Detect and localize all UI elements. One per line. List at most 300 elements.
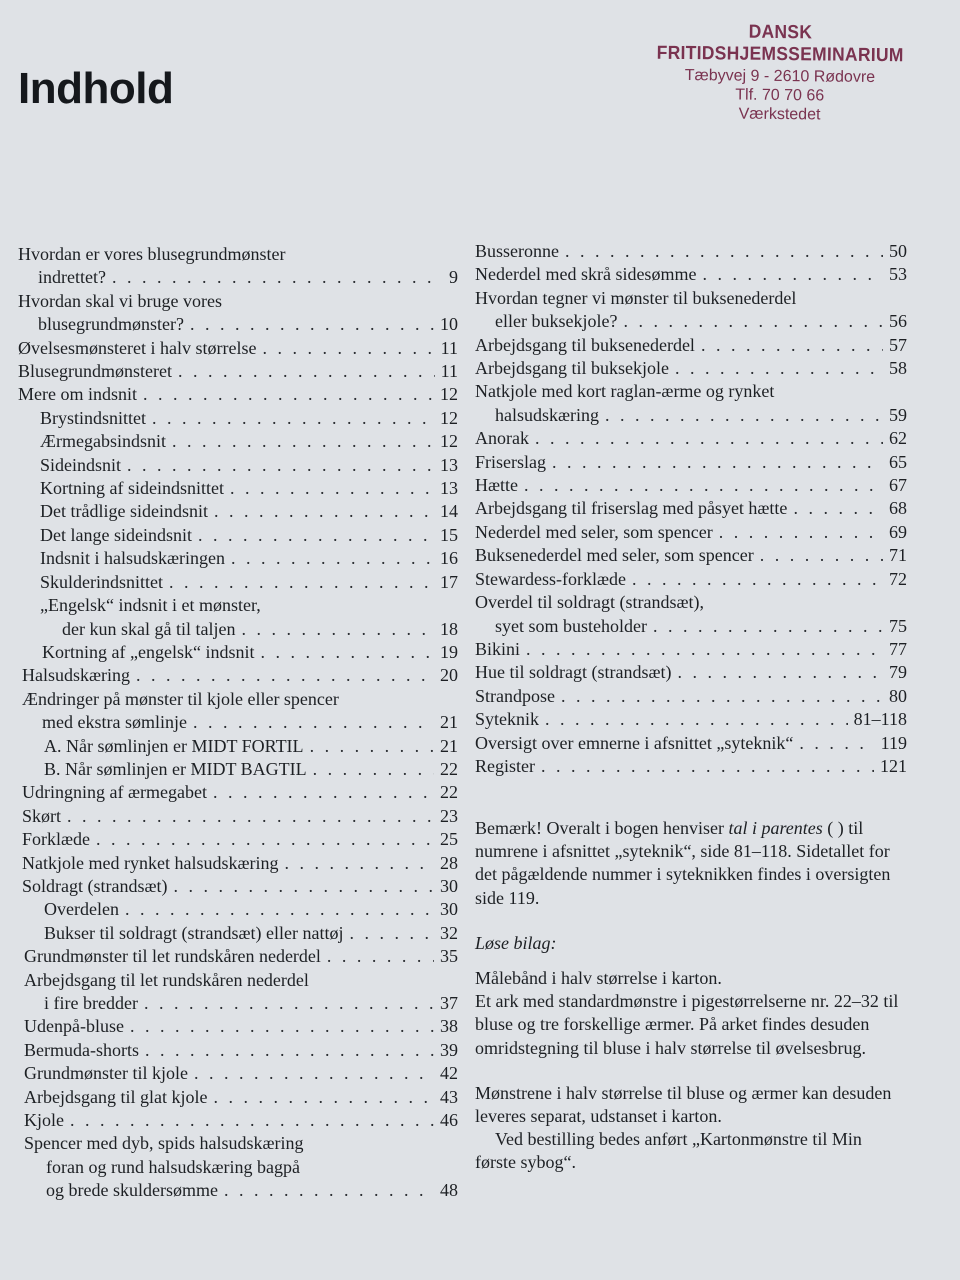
toc-entry	[475, 521, 907, 544]
toc-entry	[475, 661, 907, 684]
dot-leader	[190, 313, 434, 336]
spacer	[475, 1060, 907, 1082]
toc-entry-row	[18, 477, 458, 500]
toc-entry-page-number: 46	[440, 1110, 458, 1131]
toc-entry-title: Grundmønster til kjole	[24, 1063, 188, 1084]
toc-entry-page-number: 16	[440, 548, 458, 569]
dot-leader	[653, 615, 883, 638]
toc-entry-page-number: 23	[440, 805, 458, 826]
toc-entry-row	[475, 334, 907, 357]
toc-entry-title-line: „Engelsk“ indsnit i et mønster,	[40, 595, 261, 616]
toc-entry-title: Sideindsnit	[40, 454, 122, 475]
toc-entry-title: Skulderindsnittet	[40, 571, 163, 592]
toc-entry	[18, 407, 458, 430]
toc-entry-row	[475, 615, 907, 638]
toc-entry-row	[475, 357, 907, 380]
dot-leader	[193, 711, 434, 734]
toc-entry	[18, 1062, 458, 1085]
dot-leader	[310, 735, 434, 758]
toc-entry-title-line: Arbejdsgang til let rundskåren nederdel	[24, 969, 309, 990]
toc-entry-title: Anorak	[475, 428, 529, 449]
toc-entry-row	[18, 711, 458, 734]
toc-entry-page-number: 12	[440, 431, 458, 452]
toc-entry-page-number: 80	[889, 685, 907, 706]
spacer	[475, 910, 907, 932]
toc-entry	[18, 360, 458, 383]
toc-entry-row	[18, 1015, 458, 1038]
toc-entry	[475, 334, 907, 357]
dot-leader	[169, 571, 434, 594]
toc-entry-title: Det lange sideindsnit	[40, 524, 192, 545]
toc-entry-page-number: 20	[440, 665, 458, 686]
toc-entry-row	[18, 735, 458, 758]
toc-entry-row	[475, 685, 907, 708]
page-title: Indhold	[18, 64, 174, 113]
dot-leader	[262, 337, 434, 360]
toc-entry	[475, 287, 907, 334]
toc-entry	[475, 240, 907, 263]
toc-entry-row	[475, 451, 907, 474]
toc-entry-page-number: 25	[440, 829, 458, 850]
toc-entry	[18, 500, 458, 523]
toc-entry-row	[18, 875, 458, 898]
dot-leader	[701, 334, 883, 357]
dot-leader	[194, 1062, 434, 1085]
dot-leader	[230, 477, 434, 500]
toc-entry-page-number: 67	[889, 475, 907, 496]
dot-leader	[313, 758, 434, 781]
toc-entry-page-number: 11	[440, 361, 458, 382]
toc-entry	[18, 524, 458, 547]
dot-leader	[541, 755, 874, 778]
toc-entry-row	[18, 383, 458, 406]
toc-entry-row	[475, 661, 907, 684]
toc-entry-row	[475, 732, 907, 755]
toc-entry-row	[18, 922, 458, 945]
toc-entry-title: Ærmegabsindsnit	[40, 431, 166, 452]
toc-entry-title: Udenpå-bluse	[24, 1016, 124, 1037]
toc-entry-row	[18, 852, 458, 875]
toc-entry-page-number: 13	[440, 454, 458, 475]
dot-leader	[623, 310, 883, 333]
toc-entry-row	[18, 524, 458, 547]
toc-entry-page-number: 65	[889, 451, 907, 472]
toc-entry	[475, 427, 907, 450]
toc-entry	[18, 594, 458, 641]
toc-entry	[18, 1015, 458, 1038]
toc-entry-title: der kun skal gå til taljen	[62, 618, 236, 639]
toc-entry-title: Forklæde	[22, 829, 91, 850]
dot-leader	[702, 263, 883, 286]
toc-entry-page-number: 28	[440, 852, 458, 873]
toc-entry	[18, 1109, 458, 1132]
toc-entry	[475, 263, 907, 286]
toc-entry	[18, 430, 458, 453]
note-paragraph	[475, 817, 907, 910]
toc-entry-row	[18, 664, 458, 687]
toc-entry-page-number: 19	[440, 641, 458, 662]
toc-entry-title: Hætte	[475, 475, 518, 496]
toc-entry-title: Blusegrundmønsteret	[18, 361, 172, 382]
toc-entry-title: Brystindsnittet	[40, 407, 147, 428]
toc-entry	[18, 1039, 458, 1062]
toc-entry-row	[475, 427, 907, 450]
dot-leader	[127, 454, 434, 477]
toc-entry-row	[18, 360, 458, 383]
toc-entry	[18, 1132, 458, 1202]
toc-entry-page-number: 39	[440, 1039, 458, 1060]
toc-entry-title: Soldragt (strandsæt)	[22, 875, 168, 896]
toc-entry-row	[18, 898, 458, 921]
toc-entry-row	[18, 1086, 458, 1109]
loose-item-2: Et ark med standardmønstre i pigestørrelserne nr. 22–32 til bluse og tre forskellige ærmer. På arket findes desuden omridstegning til bluse i halv størrelse til øvelsesbrug.	[475, 991, 899, 1058]
toc-entry-page-number: 69	[889, 521, 907, 542]
toc-entry	[18, 828, 458, 851]
toc-entry	[475, 357, 907, 380]
toc-entry-title: halsudskæring	[495, 404, 600, 425]
toc-entry-page-number: 43	[440, 1086, 458, 1107]
toc-entry-title: Udringning af ærmegabet	[22, 782, 207, 803]
toc-entry	[18, 571, 458, 594]
toc-entry	[18, 477, 458, 500]
dot-leader	[677, 661, 883, 684]
toc-entry-row	[475, 521, 907, 544]
toc-entry-row	[475, 474, 907, 497]
toc-entry-page-number: 13	[440, 478, 458, 499]
toc-entry-title: Bermuda-shorts	[24, 1039, 139, 1060]
toc-entry-title: i fire bredder	[44, 993, 138, 1013]
toc-entry	[18, 898, 458, 921]
toc-entry-page-number: 15	[440, 524, 458, 545]
dot-leader	[231, 547, 434, 570]
toc-entry-title: Øvelsesmønsteret i halv størrelse	[18, 337, 257, 358]
toc-entry	[475, 591, 907, 638]
toc-entry	[18, 1086, 458, 1109]
toc-entry-row	[18, 641, 458, 664]
toc-entry-title: Stewardess-forklæde	[475, 568, 626, 589]
toc-left-column	[18, 243, 458, 1203]
toc-entry-title: Nederdel med seler, som spencer	[475, 521, 713, 542]
dot-leader	[760, 544, 883, 567]
toc-entry	[18, 969, 458, 1016]
note-lead: Bemærk! Overalt i bogen henviser	[475, 818, 729, 838]
toc-entry	[18, 454, 458, 477]
toc-entry-title: med ekstra sømlinje	[42, 712, 187, 733]
stamp-line-4: Værkstedet	[738, 105, 821, 124]
toc-entry-title: Arbejdsgang til buksenederdel	[475, 334, 695, 355]
toc-entry-title: Buksenederdel med seler, som spencer	[475, 545, 754, 566]
toc-entry-row	[475, 544, 907, 567]
toc-entry-title: Busseronne	[475, 241, 559, 261]
toc-entry	[18, 758, 458, 781]
toc-entry	[475, 497, 907, 520]
toc-entry-row	[18, 781, 458, 804]
dot-leader	[284, 852, 434, 875]
dot-leader	[526, 638, 883, 661]
toc-entry-title: Indsnit i halsudskæringen	[40, 548, 225, 569]
toc-entry-title: blusegrundmønster?	[38, 314, 184, 335]
toc-entry-page-number: 18	[440, 618, 458, 639]
toc-entry-row	[475, 404, 907, 427]
toc-entry	[475, 451, 907, 474]
toc-entry-page-number: 56	[889, 311, 907, 332]
toc-entry-title-line: foran og rund halsudskæring bagpå	[46, 1156, 300, 1177]
toc-right-column	[475, 240, 907, 778]
toc-entry-page-number: 22	[440, 758, 458, 779]
dot-leader	[172, 430, 434, 453]
toc-entry-row	[18, 828, 458, 851]
toc-entry-page-number: 72	[889, 568, 907, 589]
dot-leader	[145, 1039, 434, 1062]
toc-entry-title-line: Hvordan er vores blusegrundmønster	[18, 244, 286, 264]
toc-entry-row	[475, 310, 907, 333]
toc-entry-row	[475, 708, 907, 731]
toc-entry-page-number: 68	[889, 498, 907, 519]
toc-entry-title-line: Spencer med dyb, spids halsudskæring	[24, 1133, 304, 1154]
toc-entry-title: Nederdel med skrå sidesømme	[475, 264, 697, 285]
toc-entry-page-number: 35	[440, 946, 458, 967]
toc-entry	[18, 383, 458, 406]
dot-leader	[561, 685, 883, 708]
toc-entry-title-line: Ændringer på mønster til kjole eller spencer	[22, 688, 339, 709]
toc-entry	[18, 735, 458, 758]
toc-entry-title: Halsudskæring	[22, 665, 130, 686]
dot-leader	[552, 451, 883, 474]
toc-entry	[475, 708, 907, 731]
toc-entry-title: B. Når sømlinjen er MIDT BAGTIL	[44, 758, 307, 779]
toc-entry	[18, 243, 458, 290]
toc-entry-page-number: 21	[440, 735, 458, 756]
dot-leader	[214, 500, 434, 523]
toc-entry-row	[18, 500, 458, 523]
toc-entry	[475, 568, 907, 591]
toc-entry	[475, 732, 907, 755]
toc-entry	[18, 875, 458, 898]
dot-leader	[178, 360, 435, 383]
dot-leader	[130, 1015, 434, 1038]
dot-leader	[793, 497, 883, 520]
toc-entry-title-line: Hvordan tegner vi mønster til buksenederdel	[475, 287, 797, 308]
dot-leader	[349, 922, 434, 945]
toc-entry-row	[18, 1062, 458, 1085]
toc-entry-title: Bikini	[475, 638, 521, 659]
dot-leader	[144, 992, 434, 1015]
toc-entry	[18, 852, 458, 875]
toc-entry-page-number: 53	[889, 264, 907, 285]
dot-leader	[213, 781, 434, 804]
toc-entry-row	[18, 407, 458, 430]
toc-entry-title: A. Når sømlinjen er MIDT FORTIL	[44, 735, 304, 756]
stamp-line-3: Tlf. 70 70 66	[735, 86, 825, 105]
toc-entry	[18, 805, 458, 828]
toc-entry-title: Arbejdsgang til friserslag med påsyet hætte	[475, 498, 788, 519]
toc-entry	[475, 638, 907, 661]
dot-leader	[70, 1109, 434, 1132]
toc-entry-title: Det trådlige sideindsnit	[40, 501, 208, 522]
toc-entry-title: Arbejdsgang til glat kjole	[24, 1086, 208, 1107]
dot-leader	[260, 641, 434, 664]
toc-entry-row	[18, 547, 458, 570]
dot-leader	[719, 521, 883, 544]
toc-entry-page-number: 22	[440, 782, 458, 803]
toc-entry-page-number: 121	[880, 755, 907, 776]
toc-entry-page-number: 32	[440, 922, 458, 943]
dot-leader	[112, 266, 443, 289]
toc-entry-page-number: 50	[889, 241, 907, 261]
toc-entry-row	[475, 497, 907, 520]
toc-entry-page-number: 17	[440, 571, 458, 592]
toc-entry-row	[18, 945, 458, 968]
dot-leader	[565, 240, 883, 263]
toc-entry-page-number: 30	[440, 875, 458, 896]
toc-entry-row	[18, 454, 458, 477]
toc-entry-title: Strandpose	[475, 685, 555, 706]
loose-item-3: Mønstrene i halv størrelse til bluse og ærmer kan desuden leveres separat, udstanset i karton.	[475, 1082, 892, 1127]
dot-leader	[799, 732, 874, 755]
toc-entry-title: Hue til soldragt (strandsæt)	[475, 662, 672, 683]
toc-entry-row	[18, 313, 458, 336]
toc-entry-title-line: Hvordan skal vi bruge vores	[18, 290, 222, 311]
dot-leader	[224, 1179, 434, 1202]
toc-entry-row	[18, 266, 458, 289]
toc-entry-page-number: 57	[889, 334, 907, 355]
toc-entry	[18, 688, 458, 735]
dot-leader	[96, 828, 434, 851]
loose-item-4: Ved bestilling bedes anført „Kartonmønstre til Min første sybog“.	[475, 1129, 862, 1173]
dot-leader	[143, 383, 434, 406]
toc-entry-title: Arbejdsgang til buksekjole	[475, 358, 669, 379]
toc-entry-page-number: 59	[889, 404, 907, 425]
toc-entry-page-number: 79	[889, 662, 907, 683]
toc-entry	[18, 945, 458, 968]
dot-leader	[213, 1086, 434, 1109]
stamp-line-1: DANSK FRITIDSHJEMSSEMINARIUM	[656, 21, 904, 67]
toc-entry-page-number: 77	[889, 638, 907, 659]
note-italic: tal i parentes	[728, 818, 823, 838]
toc-entry-title: Skørt	[22, 805, 62, 826]
toc-entry-page-number: 12	[440, 407, 458, 428]
dot-leader	[136, 664, 434, 687]
dot-leader	[545, 708, 848, 731]
toc-entry	[475, 380, 907, 427]
toc-entry-title: Kortning af „engelsk“ indsnit	[42, 641, 255, 662]
toc-entry-title: syet som busteholder	[495, 615, 647, 636]
toc-entry-page-number: 48	[440, 1180, 458, 1201]
toc-entry-title: Syteknik	[475, 709, 540, 730]
toc-entry-page-number: 81–118	[853, 709, 907, 730]
toc-entry-page-number: 14	[440, 501, 458, 522]
toc-entry-row	[18, 805, 458, 828]
dot-leader	[67, 805, 434, 828]
toc-entry-row	[18, 758, 458, 781]
toc-entry-title: Bukser til soldragt (strandsæt) eller nattøj	[44, 922, 344, 943]
toc-entry	[475, 544, 907, 567]
toc-entry-row	[18, 1039, 458, 1062]
toc-entry-row	[18, 430, 458, 453]
loose-item-1: Målebånd i halv størrelse i karton.	[475, 968, 722, 989]
dot-leader	[198, 524, 434, 547]
toc-entry-title: Grundmønster til let rundskåren nederdel	[24, 946, 321, 967]
toc-entry-title: Overdelen	[44, 899, 119, 920]
stamp-line-2: Tæbyvej 9 - 2610 Rødovre	[684, 67, 876, 86]
toc-entry-title: og brede skuldersømme	[46, 1180, 218, 1201]
toc-entry	[18, 290, 458, 337]
toc-entry-page-number: 38	[440, 1016, 458, 1037]
toc-entry-page-number: 75	[889, 615, 907, 636]
toc-entry-page-number: 58	[889, 358, 907, 379]
toc-entry	[475, 755, 907, 778]
toc-entry-page-number: 12	[440, 384, 458, 405]
toc-entry-page-number: 62	[889, 428, 907, 449]
dot-leader	[174, 875, 435, 898]
toc-entry-row	[18, 1179, 458, 1202]
toc-entry	[18, 337, 458, 360]
toc-entry-title: Kortning af sideindsnittet	[40, 478, 224, 499]
dot-leader	[327, 945, 434, 968]
toc-entry	[475, 474, 907, 497]
dot-leader	[125, 898, 434, 921]
loose-attachments-heading: Løse bilag:	[475, 932, 557, 953]
dot-leader	[524, 474, 883, 497]
toc-entry	[18, 781, 458, 804]
toc-entry-title-line: Natkjole med kort raglan-ærme og rynket	[475, 381, 775, 402]
toc-entry-row	[475, 568, 907, 591]
institution-stamp	[629, 20, 930, 125]
toc-entry-page-number: 42	[440, 1063, 458, 1084]
dot-leader	[152, 407, 434, 430]
toc-entry-row	[475, 638, 907, 661]
toc-entry-title: eller buksekjole?	[495, 311, 618, 332]
toc-entry-title: Friserslag	[475, 451, 546, 472]
dot-leader	[535, 427, 883, 450]
toc-entry-row	[18, 337, 458, 360]
toc-entry-row	[18, 1109, 458, 1132]
toc-entry-title: Natkjole med rynket halsudskæring	[22, 852, 279, 873]
toc-entry-title: Oversigt over emnerne i afsnittet „syteknik“	[475, 732, 794, 753]
toc-entry-page-number: 11	[440, 337, 458, 358]
dot-leader	[675, 357, 883, 380]
toc-entry-title-line: Overdel til soldragt (strandsæt),	[475, 592, 704, 613]
toc-entry	[18, 547, 458, 570]
toc-entry-title: indrettet?	[38, 267, 106, 288]
toc-entry	[475, 685, 907, 708]
toc-entry-title: Kjole	[24, 1110, 64, 1131]
toc-entry-row	[18, 992, 458, 1015]
toc-entry-row	[475, 240, 907, 263]
toc-entry	[18, 922, 458, 945]
toc-entry-row	[475, 755, 907, 778]
toc-entry-page-number: 10	[440, 314, 458, 335]
note-rest: ( ) til numrene i afsnittet „syteknik“, side 81–118. Sidetallet for det pågældende nummer i syteknikken findes i oversigten side 119.	[475, 818, 891, 908]
toc-entry-page-number: 30	[440, 899, 458, 920]
toc-entry-row	[475, 263, 907, 286]
dot-leader	[241, 618, 434, 641]
toc-entry-title: Mere om indsnit	[18, 384, 137, 405]
dot-leader	[605, 404, 883, 427]
toc-entry-page-number: 9	[449, 267, 458, 288]
toc-entry-row	[18, 571, 458, 594]
toc-entry-row	[18, 618, 458, 641]
notes-section	[475, 817, 907, 1175]
toc-entry	[18, 664, 458, 687]
toc-entry-page-number: 71	[889, 545, 907, 566]
toc-entry-title: Register	[475, 755, 535, 776]
toc-entry-page-number: 21	[440, 712, 458, 733]
toc-entry-page-number: 37	[440, 993, 458, 1013]
toc-entry	[18, 641, 458, 664]
toc-entry-page-number: 119	[880, 732, 907, 753]
dot-leader	[632, 568, 883, 591]
